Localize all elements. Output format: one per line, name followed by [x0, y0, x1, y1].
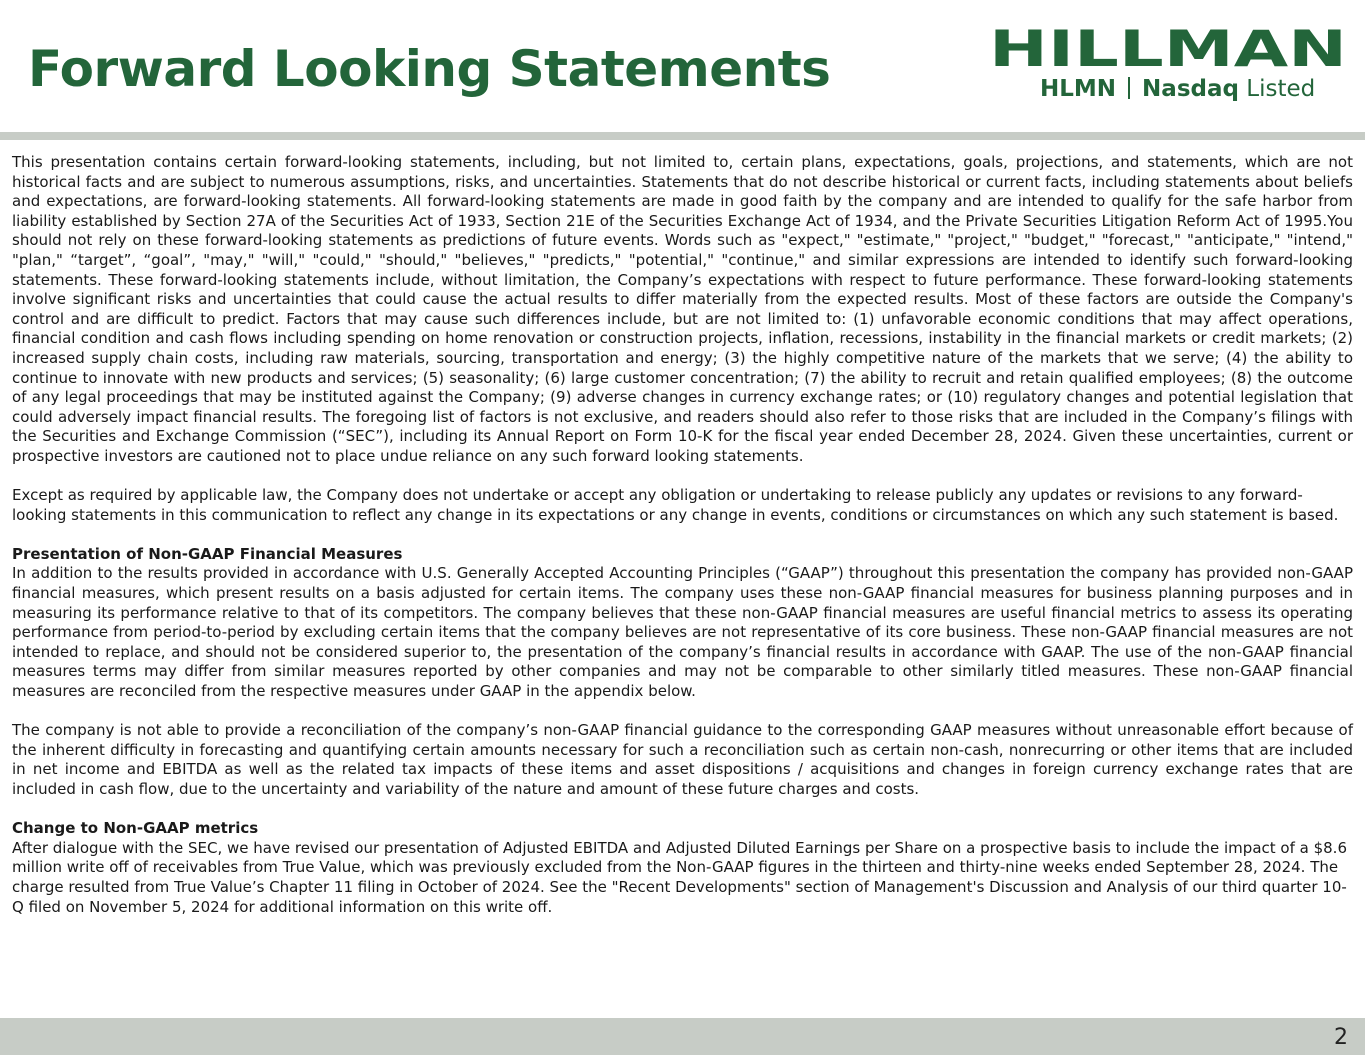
change-metrics-paragraph: After dialogue with the SEC, we have revised our presentation of Adjusted EBITDA and Adjusted Diluted Earnings per Share on a prospective basis to include the impact of a $8.6 million write off of receivables from True Value, which was previously excluded from the Non-GAAP figures in the thirteen and thirty-nine weeks ended September 28, 2024. The charge resulted from True Value’s Chapter 11 filing in October of 2024. See the "Recent Developments" section of Management's Discussion and Analysis of our third quarter 10-Q filed on November 5, 2024 for additional information on this write off.	[12, 838, 1347, 916]
non-gaap-paragraph: In addition to the results provided in accordance with U.S. Generally Accepted Accounting Principles (“GAAP”) throughout this presentation the company has provided non-GAAP financial measures, which present results on a basis adjusted for certain items. The company uses these non-GAAP financial measures for business planning purposes and in measuring its performance relative to that of its competitors. The company believes that these non-GAAP financial measures are useful financial metrics to assess its operating performance from period-to-period by excluding certain items that the company believes are not representative of its core business. These non-GAAP financial measures are not intended to replace, and should not be considered superior to, the presentation of the company’s financial results in accordance with GAAP. The use of the non-GAAP financial measures terms may differ from similar measures reported by other companies and may not be comparable to other similarly titled measures. These non-GAAP financial measures are reconciled from the respective measures under GAAP in the appendix below.	[12, 564, 1353, 701]
logo-listing	[1040, 74, 1315, 104]
page-title: Forward Looking Statements	[28, 40, 831, 98]
no-update-paragraph: Except as required by applicable law, the Company does not undertake or accept any obligation or undertaking to release publicly any updates or revisions to any forward-looking statements in this communication to reflect any change in its expectations or any change in events, conditions or circumstances on which any such statement is based.	[12, 486, 1339, 524]
logo-listed: Listed	[1246, 76, 1316, 102]
logo-wordmark-text: HILLMAN	[989, 28, 1347, 68]
logo-ticker: HLMN	[1040, 76, 1117, 102]
paragraph-gap	[12, 525, 1353, 545]
forward-looking-paragraph: This presentation contains certain forward-looking statements, including, but not limited to, certain plans, expectations, goals, projections, and statements, which are not historical facts and are subject to numerous assumptions, risks, and uncertainties. Statements that do not describe historical or current facts, including statements about beliefs and expectations, are forward-looking statements. All forward-looking statements are made in good faith by the company and are intended to qualify for the safe harbor from liability established by Section 27A of the Securities Act of 1933, Section 21E of the Securities Exchange Act of 1934, and the Private Securities Litigation Reform Act of 1995.You should not rely on these forward-looking statements as predictions of future events. Words such as "expect," "estimate," "project," "budget," "forecast," "anticipate," "intend," "plan," “target”, “goal”, "may," "will," "could," "should," "believes," "predicts," "potential," "continue," and similar expressions are intended to identify such forward-looking statements. These forward-looking statements include, without limitation, the Company’s expectations with respect to future performance. These forward-looking statements involve significant risks and uncertainties that could cause the actual results to differ materially from the expected results. Most of these factors are outside the Company's control and are difficult to predict. Factors that may cause such differences include, but are not limited to: (1) unfavorable economic conditions that may affect operations, financial condition and cash flows including spending on home renovation or construction projects, inflation, recessions, instability in the financial markets or credit markets; (2) increased supply chain costs, including raw materials, sourcing, transportation and energy; (3) the highly competitive nature of the markets that we serve; (4) the ability to continue to innovate with new products and services; (5) seasonality; (6) large customer concentration; (7) the ability to recruit and retain qualified employees; (8) the outcome of any legal proceedings that may be instituted against the Company; (9) adverse changes in currency exchange rates; or (10) regulatory changes and potential legislation that could adversely impact financial results. The foregoing list of factors is not exclusive, and readers should also refer to those risks that are included in the Company’s filings with the Securities and Exchange Commission (“SEC”), including its Annual Report on Form 10-K for the fiscal year ended December 28, 2024. Given these uncertainties, current or prospective investors are cautioned not to place undue reliance on any such forward looking statements.	[12, 153, 1353, 465]
non-gaap-heading: Presentation of Non-GAAP Financial Measures	[12, 544, 403, 563]
paragraph-gap	[12, 467, 1353, 487]
header-divider	[0, 132, 1365, 140]
slide-footer	[0, 1018, 1365, 1055]
logo-exchange: Nasdaq	[1142, 76, 1239, 102]
page-number: 2	[1334, 1025, 1348, 1050]
hillman-logo	[988, 28, 1348, 108]
logo-separator	[1128, 77, 1130, 99]
logo-wordmark	[988, 28, 1348, 68]
slide-header	[0, 0, 1365, 132]
paragraph-gap	[12, 800, 1353, 820]
reconciliation-paragraph: The company is not able to provide a reconciliation of the company’s non-GAAP financial guidance to the corresponding GAAP measures without unreasonable effort because of the inherent difficulty in forecasting and quantifying certain amounts necessary for such a reconciliation such as certain non-cash, nonrecurring or other items that are included in net income and EBITDA as well as the related tax impacts of these items and asset dispositions / acquisitions and changes in foreign currency exchange rates that are included in cash flow, due to the uncertainty and variability of the nature and amount of these future charges and costs.	[12, 721, 1353, 798]
change-metrics-heading: Change to Non-GAAP metrics	[12, 819, 259, 838]
disclaimer-body	[12, 153, 1353, 917]
paragraph-gap	[12, 702, 1353, 722]
logo-wordmark-graphic	[988, 28, 1348, 68]
